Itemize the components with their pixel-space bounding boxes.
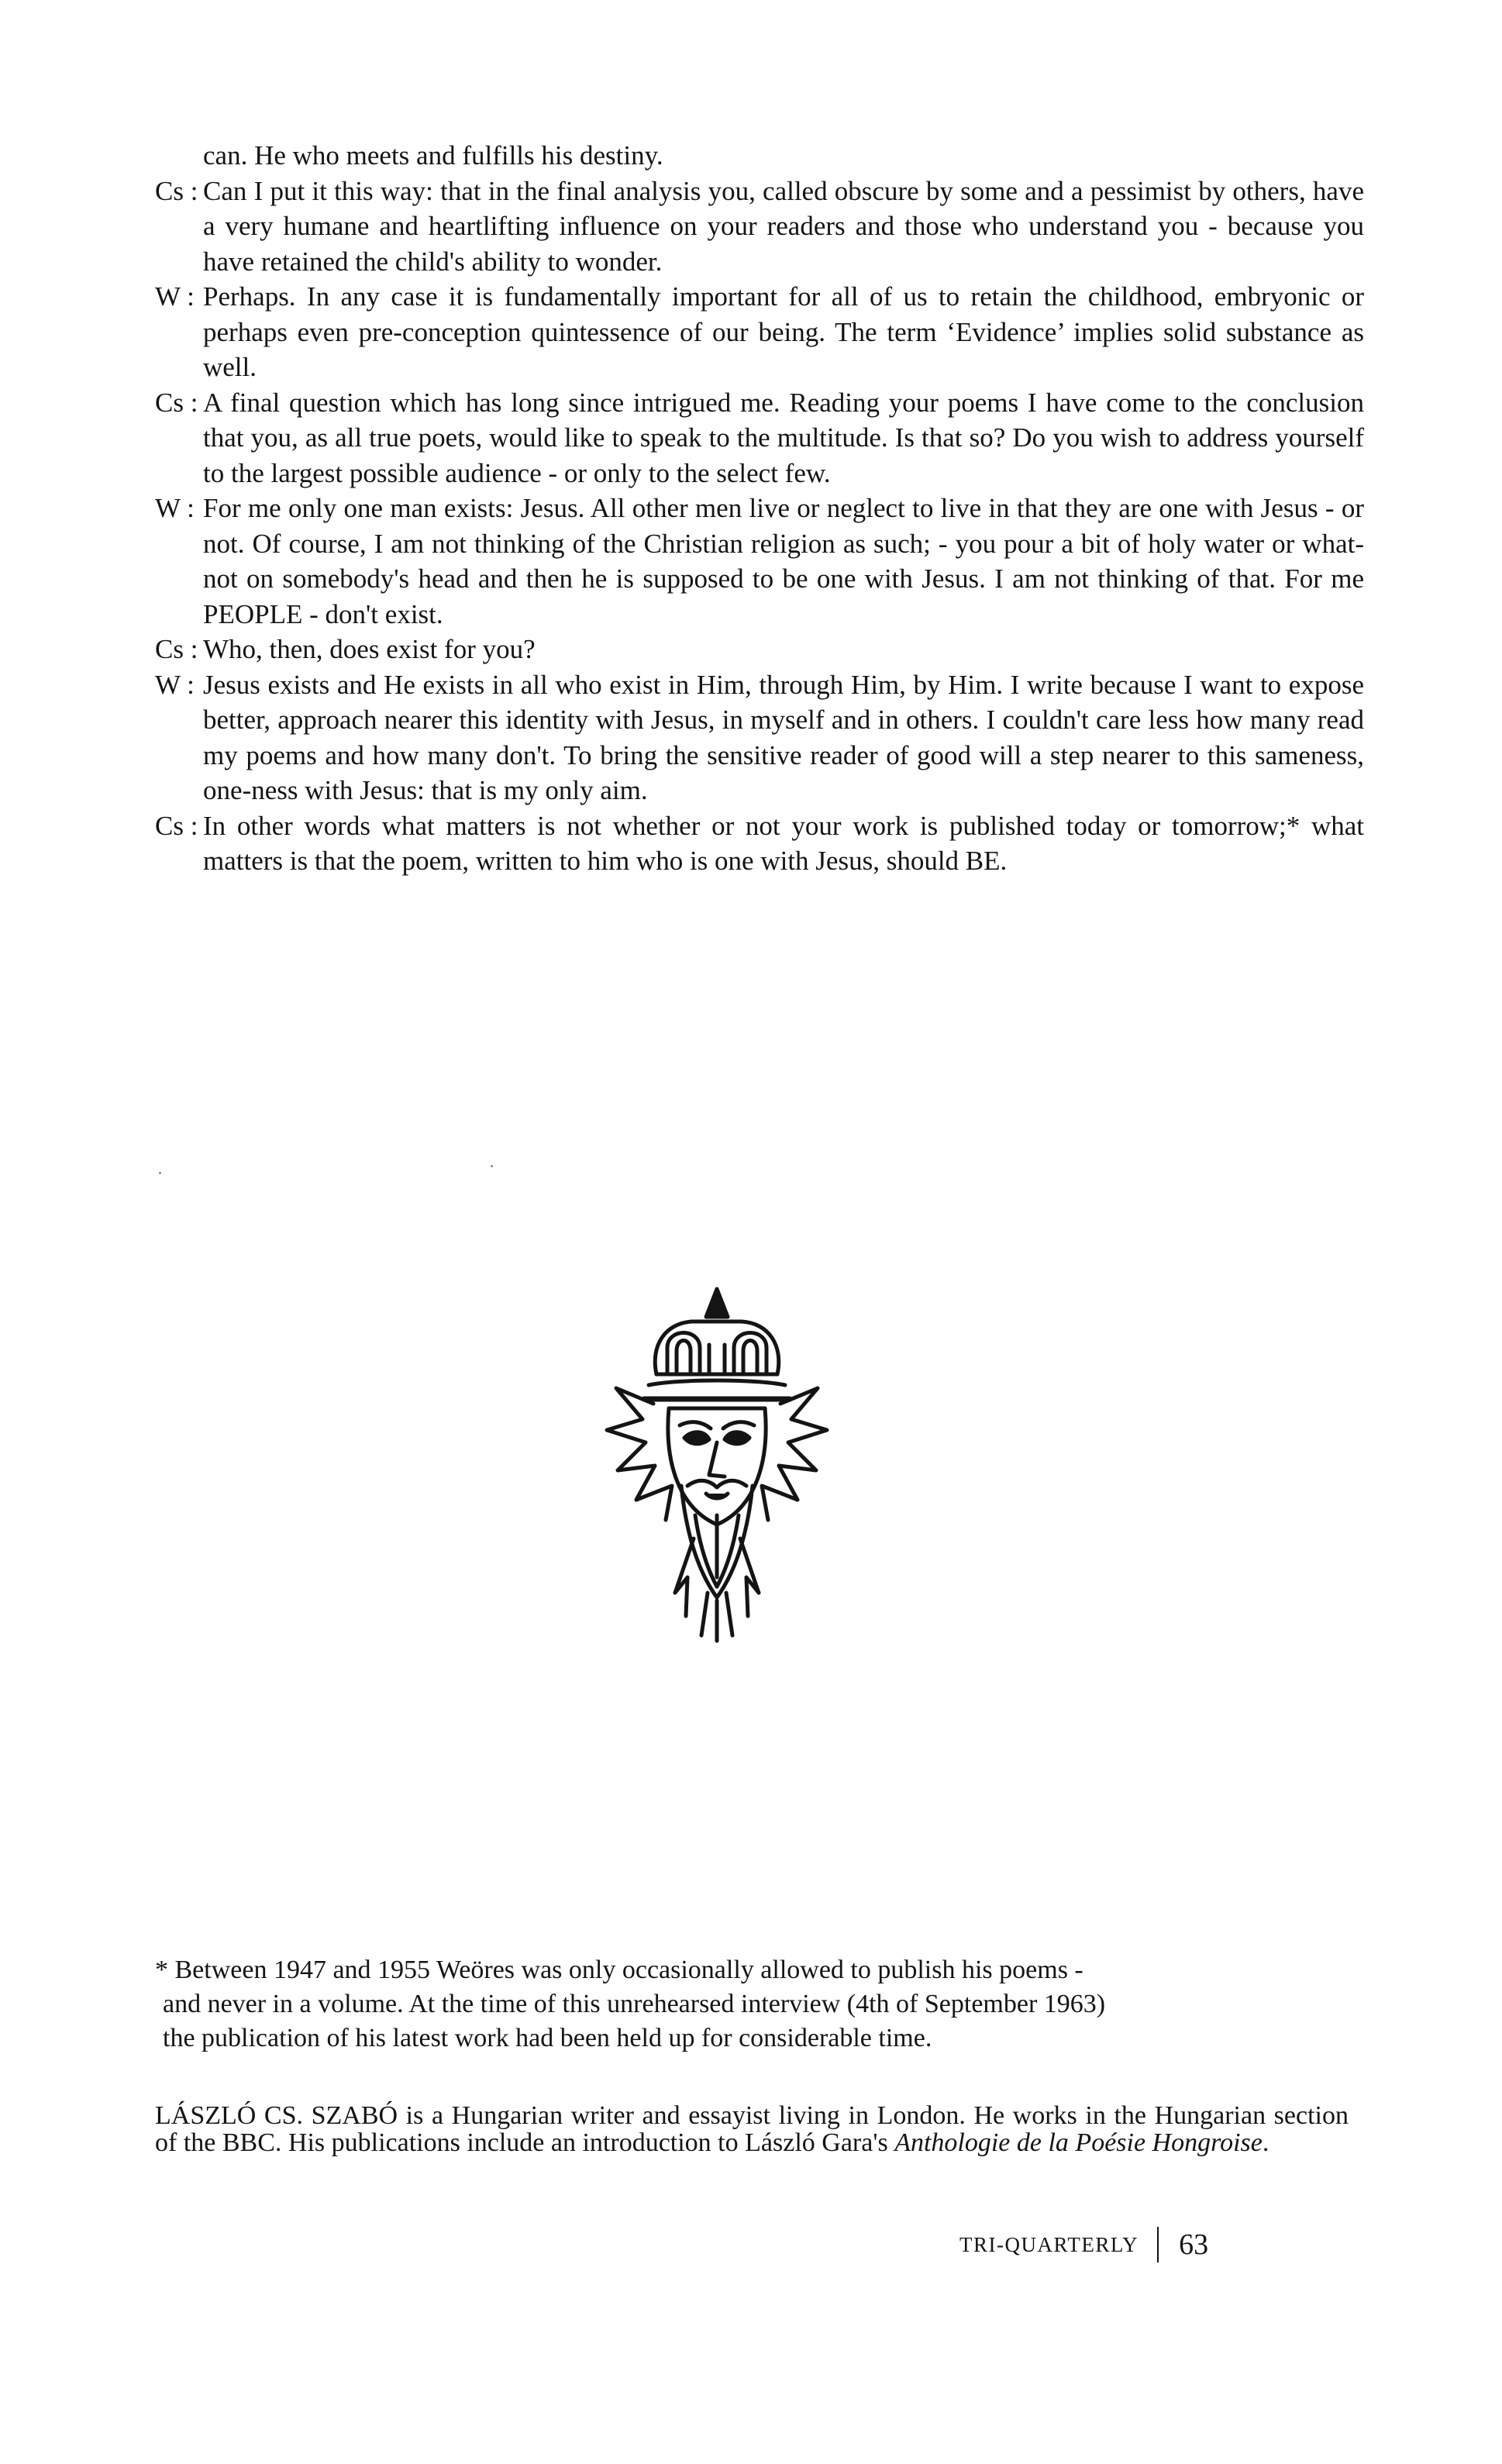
speaker-label: Cs : xyxy=(155,175,198,206)
page-number: 63 xyxy=(1179,2228,1209,2261)
interview-text xyxy=(155,138,1364,879)
dialogue-turn xyxy=(155,632,1364,667)
journal-name: TRI-QUARTERLY xyxy=(959,2232,1139,2256)
speech-text: In other words what matters is not whether or not your work is published today or tomorrow;* what matters is that the poem, written to him who is one with Jesus, should BE. xyxy=(203,810,1364,876)
bio-text: LÁSZLÓ CS. SZABÓ is a Hungarian writer and essayist living in London. He works in the Hungarian section of the BBC. His publications include an introduction to László Gara's xyxy=(155,2101,1349,2157)
footnote-line: the publication of his latest work had been held up for considerable time. xyxy=(163,2024,932,2052)
print-speck xyxy=(159,1172,161,1174)
speech-text: A final question which has long since intrigued me. Reading your poems I have come to the conclusion that you, as all true poets, would like to speak to the multitude. Is that so? Do you wish to address yourself to the largest possible audience - or only to the select few. xyxy=(203,387,1364,488)
speech-text: Perhaps. In any case it is fundamentally important for all of us to retain the childhood, embryonic or perhaps even pre-conception quintessence of our being. The term ‘Evidence’ implies solid substance as well. xyxy=(203,281,1364,382)
speaker-label: Cs : xyxy=(155,810,198,841)
speech-text: For me only one man exists: Jesus. All other men live or neglect to live in that they are one with Jesus - or not. Of course, I am not thinking of the Christian religion as such; - you pour a bit of holy water or what-not on somebody's head and then he is supposed to be one with Jesus. I am not thinking of that. For me PEOPLE - don't exist. xyxy=(203,493,1364,629)
dialogue-turn xyxy=(155,808,1364,879)
dialogue-turn xyxy=(155,385,1364,491)
author-bio xyxy=(155,2102,1349,2156)
bio-book-title: Anthologie de la Poésie Hongroise xyxy=(894,2128,1263,2157)
speech-text: Can I put it this way: that in the final analysis you, called obscure by some and a pessimist by others, have a very humane and heartlifting influence on your readers and those who understand you - because you have retained the child's ability to wonder. xyxy=(203,175,1364,277)
speaker-label: W : xyxy=(155,493,195,523)
crowned-mask-icon xyxy=(601,1283,833,1647)
footnote-line: * Between 1947 and 1955 Weöres was only occasionally allowed to publish his poems - xyxy=(155,1956,1083,1984)
speech-text: Who, then, does exist for you? xyxy=(203,634,536,664)
speaker-label: Cs : xyxy=(155,634,198,664)
continuation-line: can. He who meets and fulfills his destiny. xyxy=(203,140,663,171)
footnote-line: and never in a volume. At the time of this unrehearsed interview (4th of September 1963) xyxy=(163,1990,1106,2018)
crowned-mask-illustration xyxy=(601,1283,833,1647)
dialogue-turn xyxy=(155,279,1364,385)
footer-divider xyxy=(1157,2227,1159,2262)
bio-end: . xyxy=(1262,2128,1269,2157)
dialogue-turn xyxy=(155,174,1364,280)
dialogue-turn xyxy=(155,667,1364,808)
speaker-label: W : xyxy=(155,669,195,700)
dialogue-turn xyxy=(155,491,1364,632)
footnote xyxy=(155,1953,1302,2056)
running-footer xyxy=(959,2221,1208,2268)
speech-text: Jesus exists and He exists in all who exist in Him, through Him, by Him. I write because I want to expose better, approach nearer this identity with Jesus, in myself and in others. I couldn't care less how many read my poems and how many don't. To bring the sensitive reader of good will a step nearer to this sameness, one-ness with Jesus: that is my only aim. xyxy=(203,669,1364,805)
speaker-label: Cs : xyxy=(155,387,198,418)
speaker-label: W : xyxy=(155,281,195,312)
print-speck xyxy=(491,1165,493,1167)
